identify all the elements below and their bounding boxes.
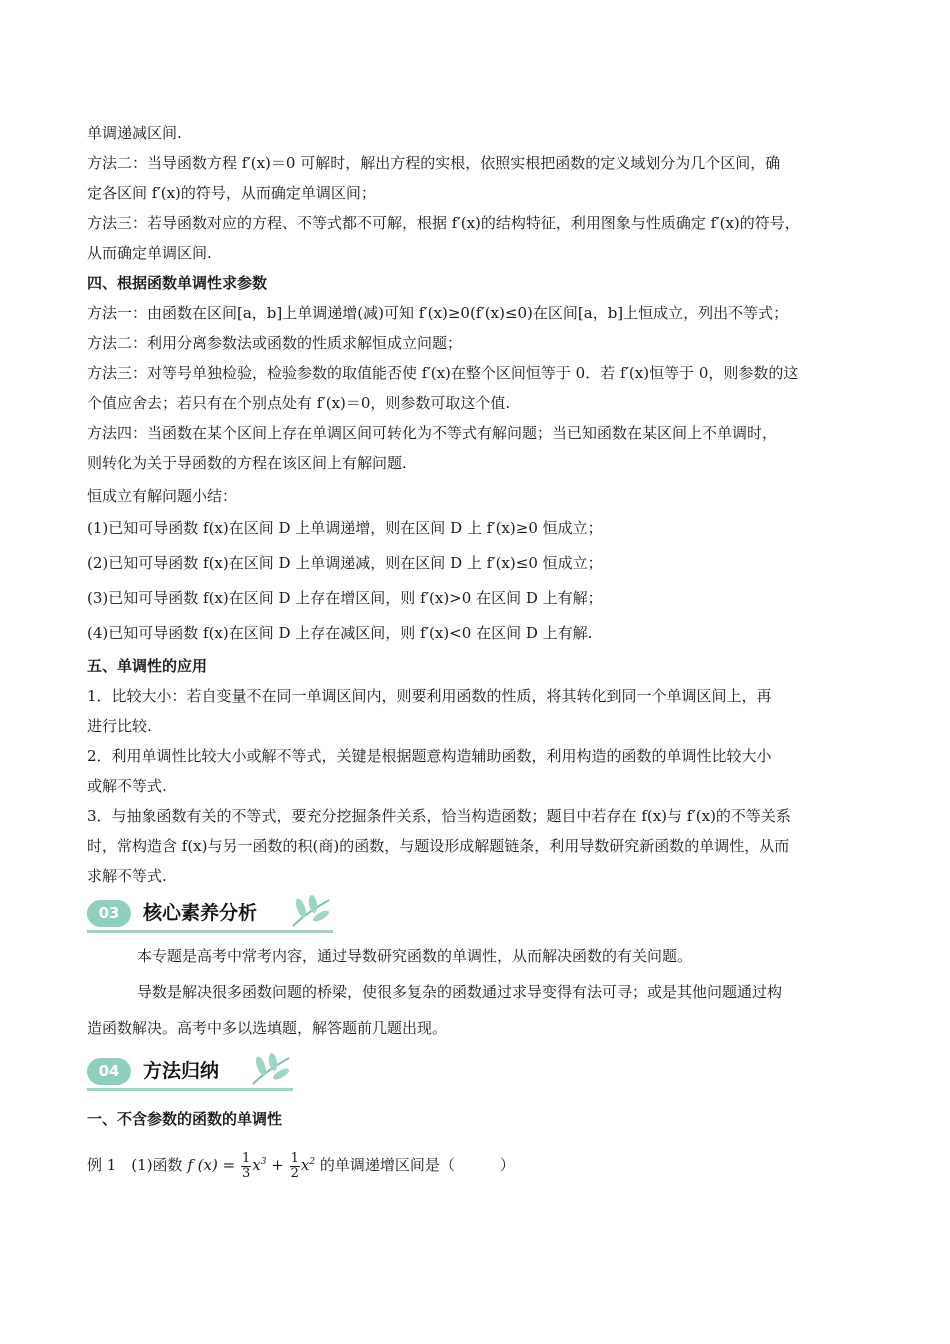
text-line: 时，常构造含 f(x)与另一函数的积(商)的函数，与题设形成解题链条，利用导数研究新函数的单调性，从而 xyxy=(87,837,790,855)
text-line: 进行比较. xyxy=(87,717,152,735)
leaf-icon xyxy=(287,894,333,930)
analysis-paragraph-1: 本专题是高考中常考内容，通过导数研究函数的单调性，从而解决函数的有关问题。 xyxy=(137,947,693,965)
text-line: 单调递减区间. xyxy=(87,124,182,142)
fraction-one-half: $\frac{1}{2}$ xyxy=(290,1150,299,1181)
text-line: 1．比较大小：若自变量不在同一单调区间内，则要利用函数的性质，将其转化到同一个单调区间上，再 xyxy=(87,687,772,705)
text-line: 则转化为关于导函数的方程在该区间上有解问题. xyxy=(87,454,407,472)
function-expression: f (x) = xyxy=(187,1156,236,1174)
banner-title: 方法归纳 xyxy=(143,1060,220,1082)
text-line: 方法二：利用分离参数法或函数的性质求解恒成立问题； xyxy=(87,334,463,352)
text-line: 3．与抽象函数有关的不等式，要充分挖掘条件关系，恰当构造函数；题目中若存在 f(x)与 f′(x)的不等关系 xyxy=(87,807,791,825)
banner-underline xyxy=(87,930,333,933)
example-question: 的单调递增区间是（ ） xyxy=(319,1156,515,1174)
banner-method-summary xyxy=(87,1052,877,1092)
banner-underline xyxy=(87,1088,293,1091)
analysis-paragraph-2: 导数是解决很多函数问题的桥梁，使很多复杂的函数通过求导变得有法可寻；或是其他问题通过构 xyxy=(137,983,783,1001)
text-line: 定各区间 f′(x)的符号，从而确定单调区间； xyxy=(87,184,376,202)
banner-number-badge: 03 xyxy=(87,900,131,927)
text-line: (4)已知可导函数 f(x)在区间 D 上存在减区间，则 f′(x)<0 在区间 D 上有解. xyxy=(87,624,593,642)
plus-sign: + xyxy=(271,1156,284,1174)
analysis-paragraph-2-cont: 造函数解决。高考中多以选填题，解答题前几题出现。 xyxy=(87,1019,448,1037)
example-label: 例 1 (1)函数 xyxy=(87,1156,183,1174)
text-line: 求解不等式. xyxy=(87,867,167,885)
term-x-cubed: $x^3$ xyxy=(252,1156,267,1174)
text-line: (3)已知可导函数 f(x)在区间 D 上存在增区间，则 f′(x)>0 在区间 D 上有解； xyxy=(87,589,603,607)
text-line: 个值应舍去；若只有在个别点处有 f′(x)＝0，则参数可取这个值. xyxy=(87,394,511,412)
leaf-icon xyxy=(247,1052,293,1088)
section-heading-4: 四、根据函数单调性求参数 xyxy=(87,274,268,292)
example-1 xyxy=(87,1142,877,1185)
section-heading-5: 五、单调性的应用 xyxy=(87,657,208,675)
text-line: 方法三：若导函数对应的方程、不等式都不可解，根据 f′(x)的结构特征，利用图象与性质确定 f′(x)的符号， xyxy=(87,214,800,232)
text-line: 方法三：对等号单独检验，检验参数的取值能否使 f′(x)在整个区间恒等于 0．若 f′(x)恒等于 0，则参数的这 xyxy=(87,364,799,382)
text-line: 2．利用单调性比较大小或解不等式，关键是根据题意构造辅助函数，利用构造的函数的单调性比较大小 xyxy=(87,747,772,765)
text-line: (2)已知可导函数 f(x)在区间 D 上单调递减，则在区间 D 上 f′(x)≤0 恒成立； xyxy=(87,554,603,572)
text-line: 或解不等式. xyxy=(87,777,167,795)
banner-number-badge: 04 xyxy=(87,1058,131,1085)
text-line: 恒成立有解问题小结： xyxy=(87,487,238,505)
text-line: (1)已知可导函数 f(x)在区间 D 上单调递增，则在区间 D 上 f′(x)≥0 恒成立； xyxy=(87,519,603,537)
term-x-squared: $x^2$ xyxy=(300,1156,316,1174)
document-body xyxy=(87,118,877,1185)
text-line: 方法四：当函数在某个区间上存在单调区间可转化为不等式有解问题；当已知函数在某区间上不单调时， xyxy=(87,424,778,442)
text-line: 从而确定单调区间. xyxy=(87,244,212,262)
banner-title: 核心素养分析 xyxy=(143,902,258,924)
banner-core-analysis xyxy=(87,894,877,934)
fraction-one-third: $\frac{1}{3}$ xyxy=(241,1150,251,1181)
text-line: 方法二：当导函数方程 f′(x)＝0 可解时，解出方程的实根，依照实根把函数的定义域划分为几个区间，确 xyxy=(87,154,781,172)
text-line: 方法一：由函数在区间[a，b]上单调递增(减)可知 f′(x)≥0(f′(x)≤0)在区间[a，b]上恒成立，列出不等式； xyxy=(87,304,789,322)
method-heading: 一、不含参数的函数的单调性 xyxy=(87,1110,283,1128)
